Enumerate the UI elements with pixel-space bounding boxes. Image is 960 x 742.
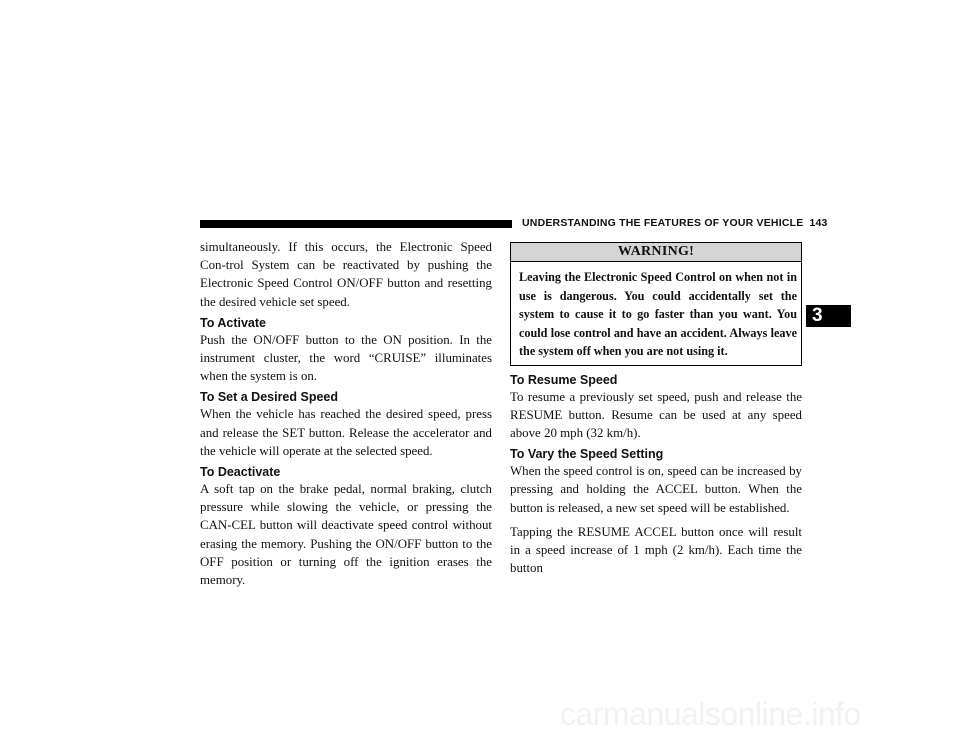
- intro-paragraph: simultaneously. If this occurs, the Electronic Speed Con-trol System can be reactivated by pushing the Electronic Speed Control ON/OFF button and resetting the desired vehicle set speed.: [200, 240, 492, 309]
- watermark: carmanualsonline.info: [560, 696, 861, 732]
- chapter-tab: 3: [806, 305, 851, 327]
- right-column: [510, 238, 802, 577]
- vary-text-2: Tapping the RESUME ACCEL button once will result in a speed increase of 1 mph (2 km/h). Each time the button: [510, 524, 802, 576]
- header-rule: [200, 220, 512, 228]
- activate-heading: To Activate: [200, 315, 266, 330]
- vary-heading: To Vary the Speed Setting: [510, 447, 664, 462]
- vary-text-1: When the speed control is on, speed can be increased by pressing and holding the ACCEL button. When the button is released, a new set speed will be established.: [510, 464, 802, 515]
- resume-text: To resume a previously set speed, push and release the RESUME button. Resume can be used at any speed above 20 mph (32 km/h).: [510, 389, 802, 440]
- deactivate-heading: To Deactivate: [200, 465, 281, 480]
- activate-text: Push the ON/OFF button to the ON position. In the instrument cluster, the word “CRUISE” illuminates when the system is on.: [200, 332, 492, 384]
- warning-text: Leaving the Electronic Speed Control on when not in use is dangerous. You could accidentally set the system to cause it to go faster than you want. You could lose control and have an accident. Always leave the system off when you are not using it.: [519, 270, 797, 358]
- warning-box: [510, 242, 802, 366]
- running-header: [522, 217, 828, 229]
- warning-title: WARNING!: [511, 243, 801, 262]
- set-speed-text: When the vehicle has reached the desired speed, press and release the SET button. Release the accelerator and the vehicle will operate at the selected speed.: [200, 407, 492, 458]
- left-column: [200, 238, 492, 589]
- section-title: UNDERSTANDING THE FEATURES OF YOUR VEHICLE: [522, 217, 804, 229]
- deactivate-text: A soft tap on the brake pedal, normal braking, clutch pressure while slowing the vehicle, or pressing the CAN-CEL button will deactivate speed control without erasing the memory. Pushing the ON/OFF button to the OFF position or turning off the ignition erases the memory.: [200, 482, 492, 588]
- set-speed-heading: To Set a Desired Speed: [200, 390, 339, 405]
- page-number: 143: [809, 217, 828, 229]
- resume-heading: To Resume Speed: [510, 372, 618, 387]
